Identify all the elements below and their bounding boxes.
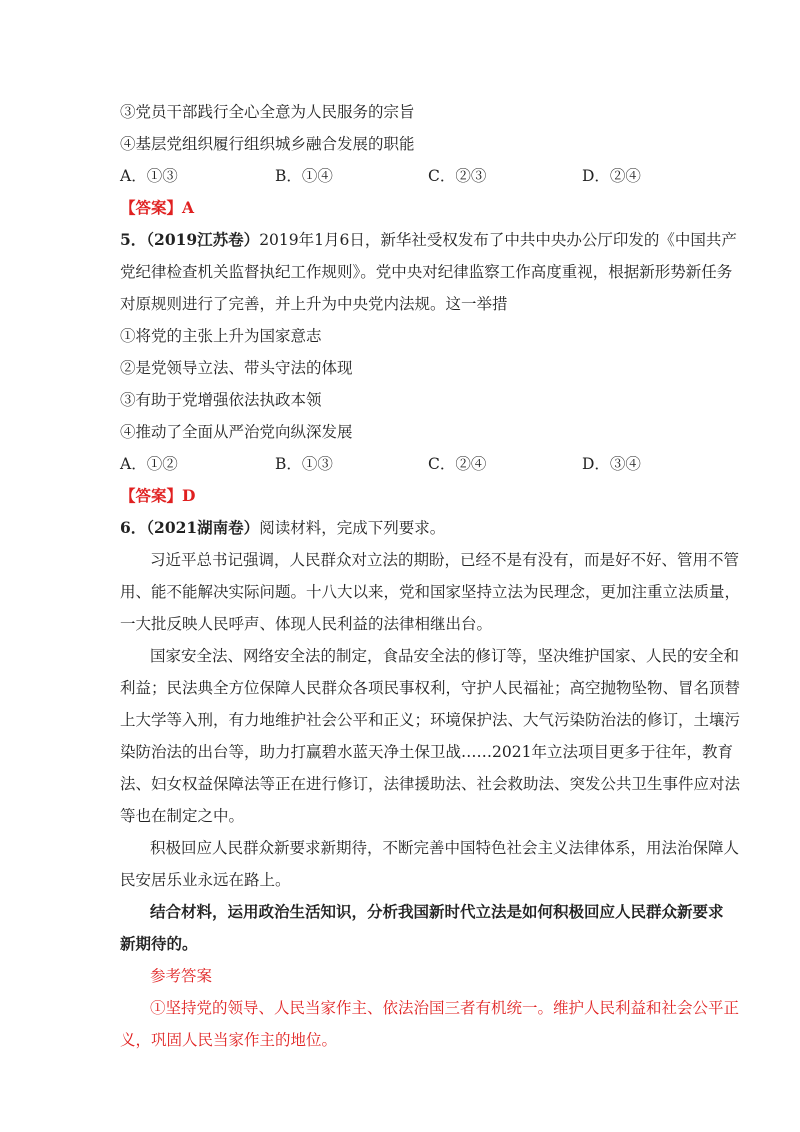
q6-para1-line-2: 用、能不能解决实际问题。十八大以来，党和国家坚持立法为民理念，更加注重立法质量， xyxy=(120,583,741,601)
q6-number: 6． xyxy=(120,518,147,537)
q5-statement-4: ④推动了全面从严治党向纵深发展 xyxy=(120,423,353,441)
q5-statement-1: ①将党的主张上升为国家意志 xyxy=(120,327,322,345)
q4-option-a: A．①③ xyxy=(120,167,178,185)
q6-reference-label: 参考答案 xyxy=(150,967,213,985)
q6-header xyxy=(120,517,680,539)
q6-para2-line-6: 等也在制定之中。 xyxy=(120,807,245,825)
q6-para2-line-5: 法、妇女权益保障法等正在进行修订，法律援助法、社会救助法、突发公共卫生事件应对法 xyxy=(120,775,741,793)
q5-source: （2019江苏卷） xyxy=(146,230,260,249)
q6-para2-line-4: 染防治法的出台等，助力打赢碧水蓝天净土保卫战……2021年立法项目更多于往年，教育 xyxy=(120,743,733,761)
q6-para2-line-3: 上大学等入刑，有力地维护社会公平和正义；环境保护法、大气污染防治法的修订，土壤污 xyxy=(120,711,741,729)
q6-para2-line-2: 利益；民法典全方位保障人民群众各项民事权利，守护人民福祉；高空抛物坠物、冒名顶替 xyxy=(120,679,741,697)
q5-stem-line-2: 党纪律检查机关监督执纪工作规则》。党中央对纪律监察工作高度重视，根据新形势新任务 xyxy=(120,263,733,281)
q6-para1-line-3: 一大批反映人民呼声、体现人民利益的法律相继出台。 xyxy=(120,615,493,633)
q5-statement-2: ②是党领导立法、带头守法的体现 xyxy=(120,359,353,377)
q5-stem-line-1 xyxy=(120,229,737,251)
q5-stem-line-3: 对原规则进行了完善，并上升为中央党内法规。这一举措 xyxy=(120,295,508,313)
q4-statement-4: ④基层党组织履行组织城乡融合发展的职能 xyxy=(120,135,415,153)
q6-para3-line-1: 积极回应人民群众新要求新期待，不断完善中国特色社会主义法律体系，用法治保障人 xyxy=(150,839,740,857)
q4-option-b: B．①④ xyxy=(275,167,333,185)
q6-para3-line-2: 民安居乐业永远在路上。 xyxy=(120,871,291,889)
q4-statement-3: ③党员干部践行全心全意为人民服务的宗旨 xyxy=(120,103,415,121)
q6-para1-line-1: 习近平总书记强调，人民群众对立法的期盼，已经不是有没有，而是好不好、管用不管 xyxy=(150,551,740,569)
q6-para2-line-1: 国家安全法、网络安全法的制定，食品安全法的修订等，坚决维护国家、人民的安全和 xyxy=(150,647,740,665)
q6-question-line-2: 新期待的。 xyxy=(120,934,198,953)
q5-option-c: C．②④ xyxy=(428,455,487,473)
q6-question-line-1: 结合材料，运用政治生活知识，分析我国新时代立法是如何积极回应人民群众新要求 xyxy=(150,902,724,921)
q5-statement-3: ③有助于党增强依法执政本领 xyxy=(120,391,322,409)
q6-source: （2021湖南卷） xyxy=(146,518,260,537)
q6-instruction: 阅读材料，完成下列要求。 xyxy=(259,519,446,537)
q5-answer: 【答案】D xyxy=(120,486,196,505)
q5-number: 5． xyxy=(120,230,147,249)
q6-reference-answer-line-1: ①坚持党的领导、人民当家作主、依法治国三者有机统一。维护人民利益和社会公平正 xyxy=(150,999,740,1017)
q5-stem-text-1: 2019年1月6日，新华社受权发布了中共中央办公厅印发的《中国共产 xyxy=(259,231,737,249)
q4-option-d: D．②④ xyxy=(582,167,641,185)
q4-option-c: C．②③ xyxy=(428,167,487,185)
q6-reference-answer-line-2: 义，巩固人民当家作主的地位。 xyxy=(120,1031,338,1049)
q5-option-b: B．①③ xyxy=(275,455,333,473)
q4-answer: 【答案】A xyxy=(120,198,195,217)
q5-option-a: A．①② xyxy=(120,455,178,473)
q5-option-d: D．③④ xyxy=(582,455,641,473)
